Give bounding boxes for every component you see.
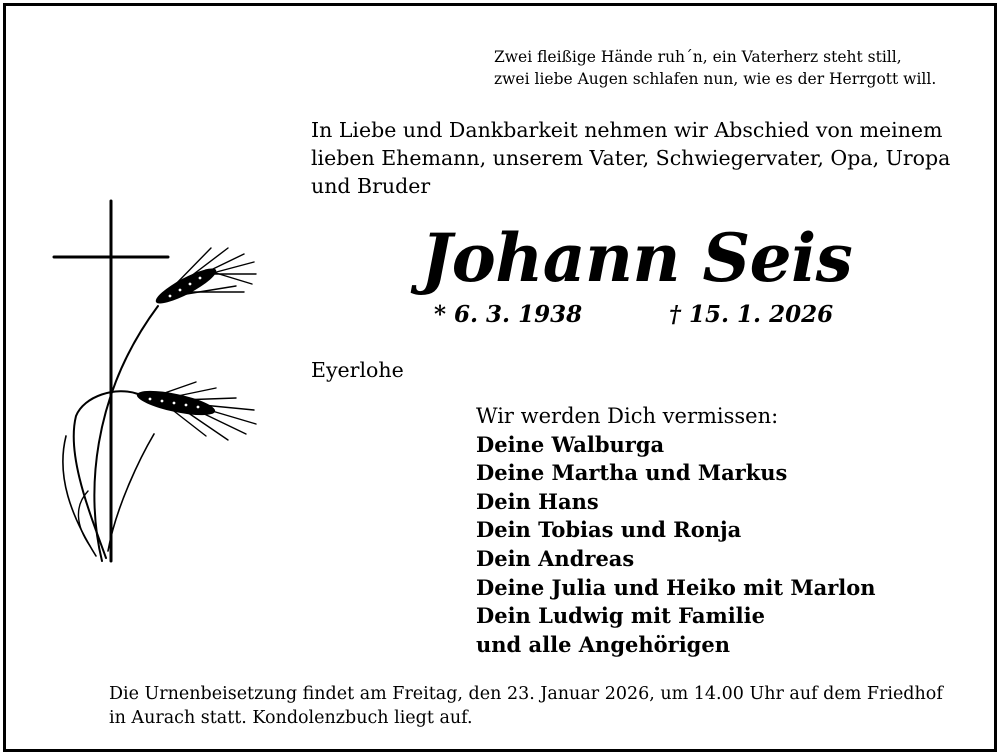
- deceased-name: Johann Seis: [421, 219, 853, 297]
- mourners-lead: Wir werden Dich vermissen:: [476, 404, 779, 428]
- motto-verse: [494, 46, 984, 90]
- intro-line: lieben Ehemann, unserem Vater, Schwiegervater, Opa, Uropa: [311, 146, 951, 170]
- mourner-line: und alle Angehörigen: [476, 631, 730, 657]
- intro-line: und Bruder: [311, 174, 431, 198]
- mourner-line: Dein Tobias und Ronja: [476, 517, 742, 543]
- place-of-residence: Eyerlohe: [311, 358, 404, 382]
- motto-line: zwei liebe Augen schlafen nun, wie es der Herrgott will.: [494, 70, 937, 88]
- intro-text: [311, 116, 991, 200]
- funeral-notice-line: Die Urnenbeisetzung findet am Freitag, den 23. Januar 2026, um 14.00 Uhr auf dem Friedhof: [109, 684, 943, 704]
- mourner-line: Dein Ludwig mit Familie: [476, 603, 765, 629]
- mourner-line: Deine Julia und Heiko mit Marlon: [476, 574, 876, 600]
- mourner-line: Deine Martha und Markus: [476, 460, 788, 486]
- obituary-frame: [3, 3, 997, 752]
- mourner-line: Deine Walburga: [476, 431, 665, 457]
- intro-line: In Liebe und Dankbarkeit nehmen wir Abschied von meinem: [311, 118, 943, 142]
- motto-line: Zwei fleißige Hände ruh´n, ein Vaterherz steht still,: [494, 48, 902, 66]
- birth-date: * 6. 3. 1938: [434, 301, 583, 328]
- cross-with-wheat-icon: [46, 196, 266, 571]
- death-date: † 15. 1. 2026: [669, 301, 834, 328]
- funeral-notice-line: in Aurach statt. Kondolenzbuch liegt auf.: [109, 708, 473, 728]
- mourner-line: Dein Hans: [476, 488, 599, 514]
- mourners-block: [476, 402, 876, 659]
- funeral-notice: [109, 682, 989, 730]
- mourner-line: Dein Andreas: [476, 545, 635, 571]
